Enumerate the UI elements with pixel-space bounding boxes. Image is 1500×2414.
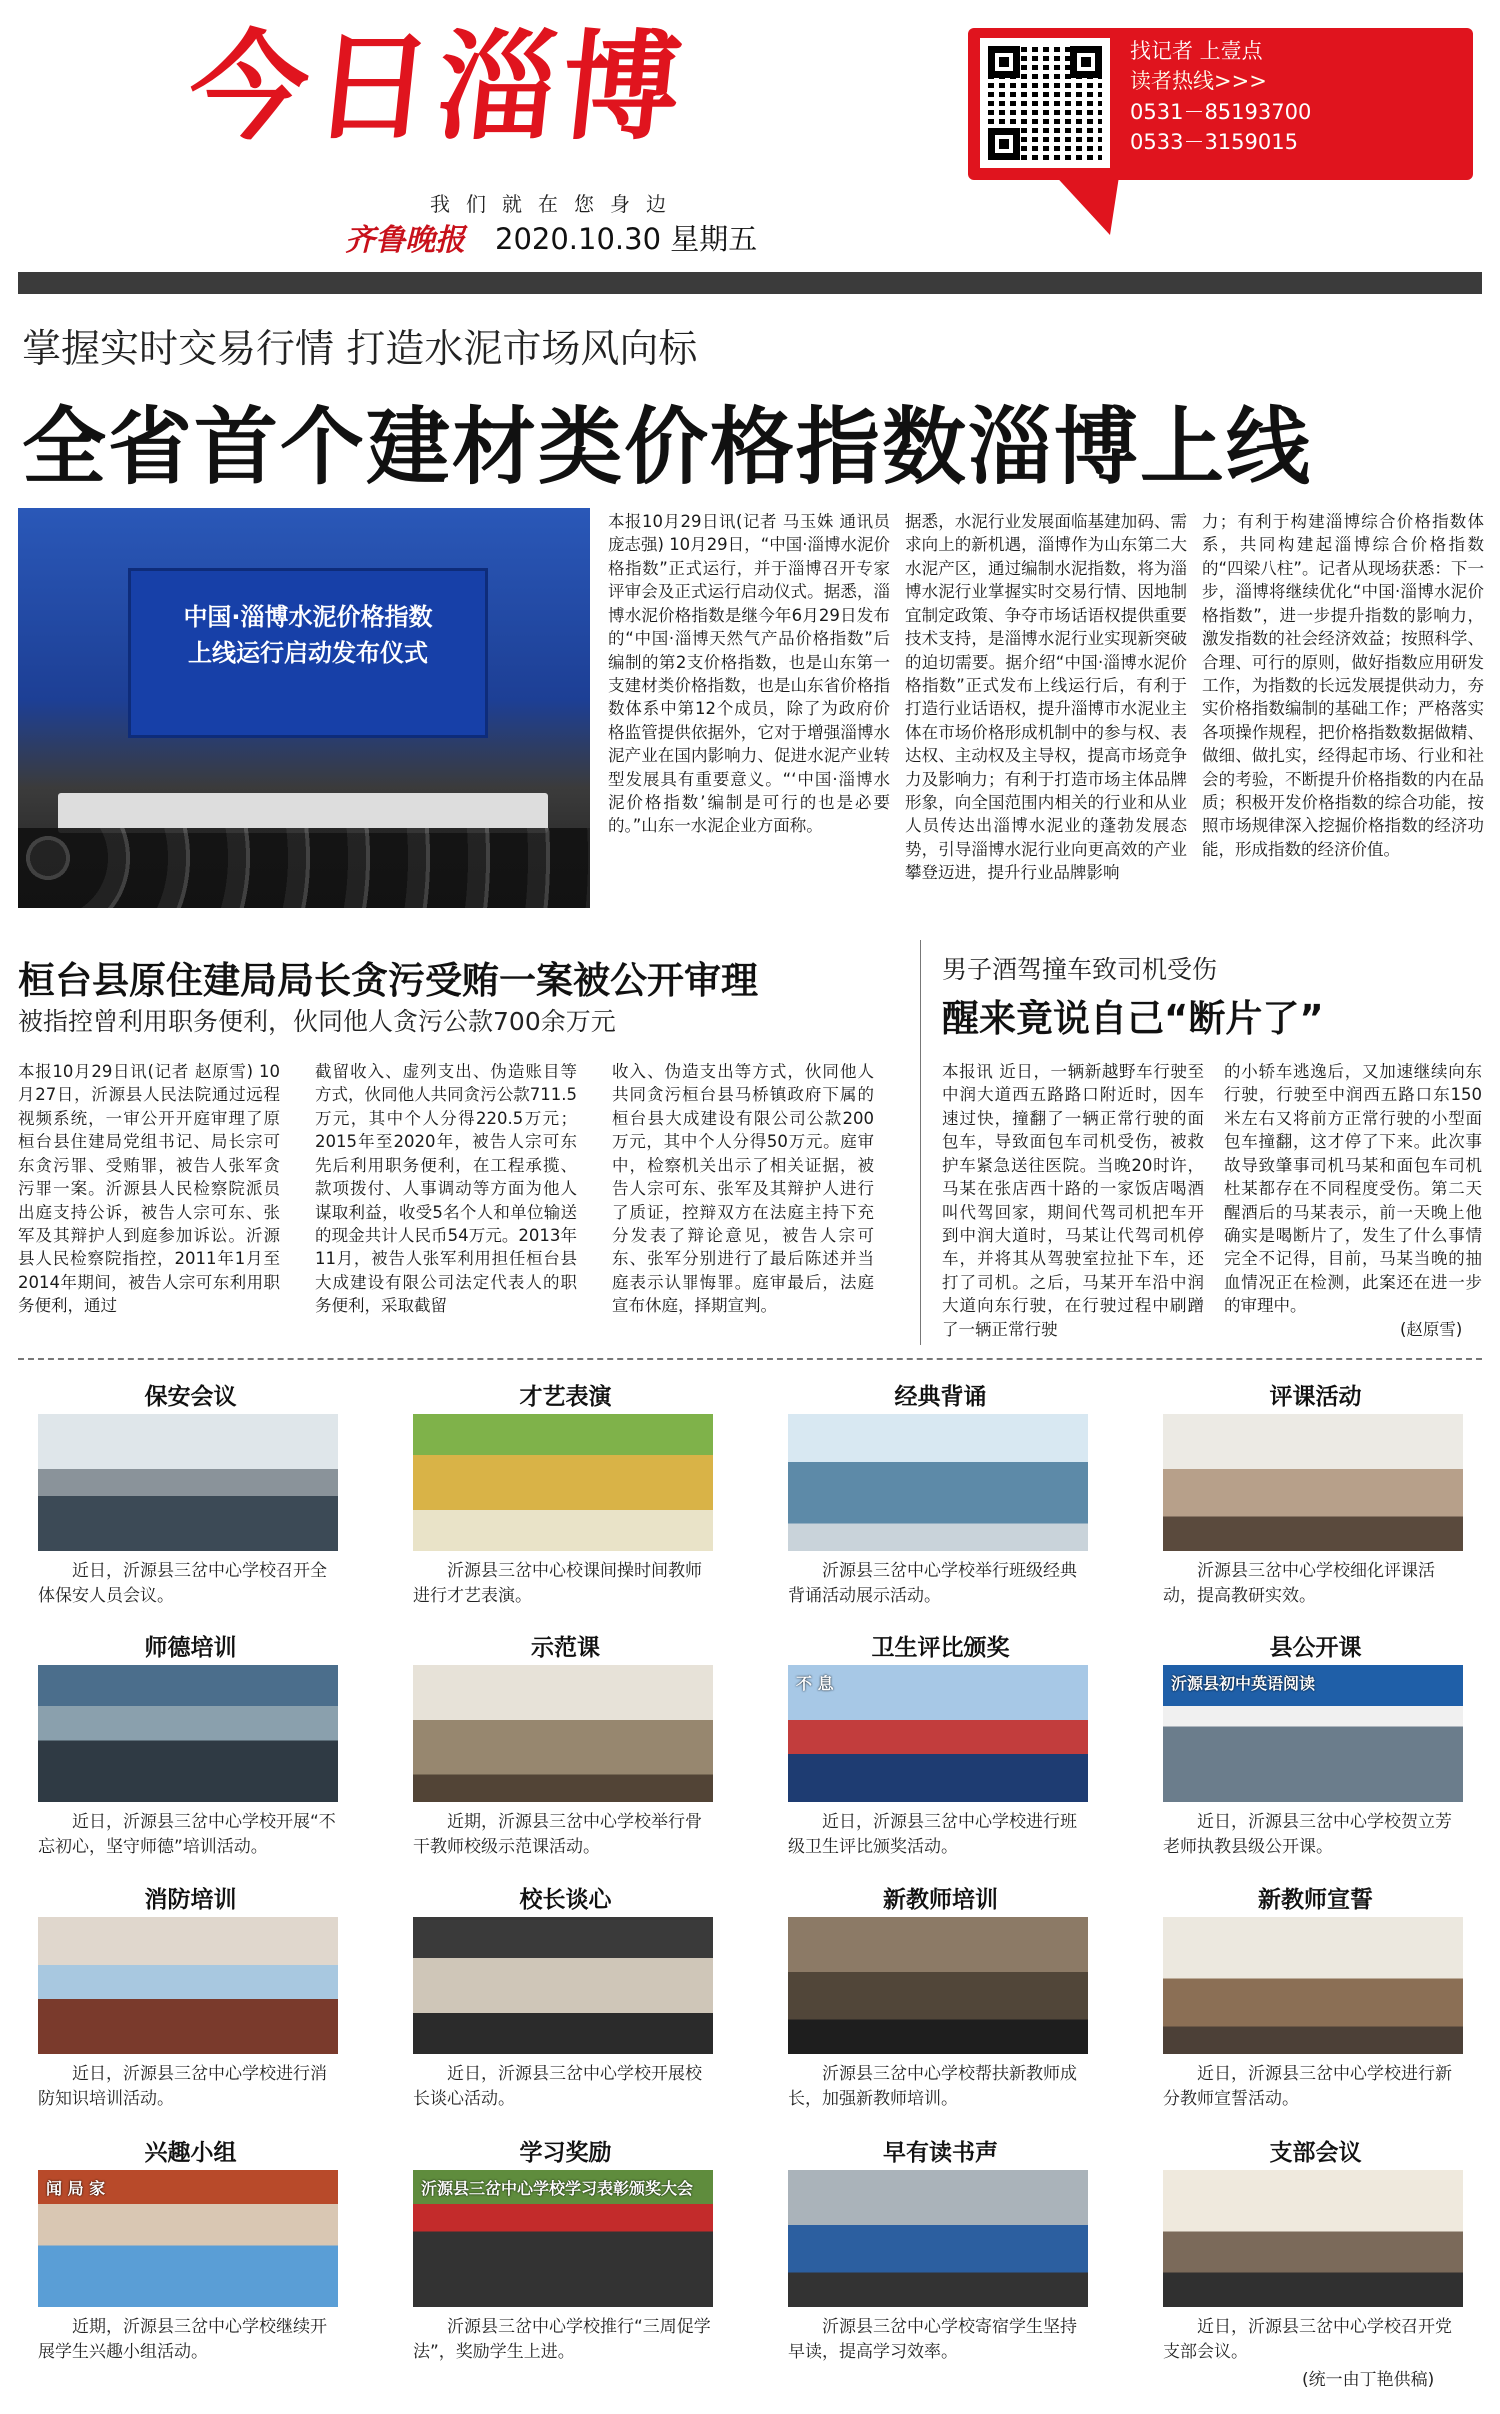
photo-cell-caption: 近日，沂源县三岔中心学校进行消防知识培训活动。 xyxy=(38,2064,327,2109)
photo-cell-title: 早有读书声 xyxy=(883,2140,998,2166)
photo-cell-caption: 近日，沂源县三岔中心学校召开党支部会议。 xyxy=(1163,2317,1452,2362)
photo-cell-title: 保安会议 xyxy=(144,1384,237,1410)
photo-cell-title: 经典背诵 xyxy=(894,1384,987,1410)
photo-cell-title: 校长谈心 xyxy=(519,1887,612,1913)
phone-2: 0533－3159015 xyxy=(1130,130,1298,155)
photo-cell xyxy=(1143,1631,1488,1859)
contact-line2: 读者热线>>> xyxy=(1130,69,1267,94)
column-divider xyxy=(920,940,921,1345)
qr-code-icon[interactable] xyxy=(980,38,1110,168)
story3-col-1: 本报讯 近日，一辆新越野车行驶至中润大道西五路路口附近时，因车速过快，撞翻了一辆正常行驶的面包车，导致面包车司机受伤，被救护车紧急送往医院。当晚20时许，马某在张店西十路的一家饭店喝酒叫代驾回家，期间代驾司机把车开到中润大道时，马某让代驾司机停车，并将其从驾驶室拉扯下车，还打了司机。之后，马某开车沿中润大道向东行驶，在行驶过程中刷蹭了一辆正常行驶 xyxy=(942,1062,1204,1339)
photo-cell-caption: 近日，沂源县三岔中心学校进行班级卫生评比颁奖活动。 xyxy=(788,1812,1077,1857)
photo-cell-caption: 近日，沂源县三岔中心学校进行新分教师宣誓活动。 xyxy=(1163,2064,1452,2109)
photo-cell-caption: 沂源县三岔中心学校推行“三周促学法”，奖励学生上进。 xyxy=(413,2317,711,2362)
screen-line2: 上线运行启动发布仪式 xyxy=(188,639,428,667)
photo-cell-caption: 沂源县三岔中心学校细化评课活动，提高教研实效。 xyxy=(1163,1561,1435,1606)
story2-col-1: 本报10月29日讯(记者 赵原雪) 10月27日，沂源县人民法院通过远程视频系统，一审公开开庭审理了原桓台县住建局党组书记、局长宗可东贪污罪、受贿罪，被告人张军贪污罪一案。沂源县人民检察院派员出庭支持公诉，被告人宗可东、张军及其辩护人到庭参加诉讼。沂源县人民检察院指控，2011年1月至2014年期间，被告人宗可东利用职务便利，通过 xyxy=(18,1062,280,1316)
phone-1: 0531－85193700 xyxy=(1130,99,1312,124)
photo-cell-title: 才艺表演 xyxy=(519,1384,612,1410)
stage-screen xyxy=(128,568,488,738)
photo-cell-caption: 近日，沂源县三岔中心学校开展校长谈心活动。 xyxy=(413,2064,702,2109)
lead-photo xyxy=(18,508,590,908)
photo-cell-caption: 沂源县三岔中心学校举行班级经典背诵活动展示活动。 xyxy=(788,1561,1077,1606)
photo-cell-image xyxy=(413,1917,713,2054)
issue-date: 2020.10.30 星期五 xyxy=(495,222,758,256)
photo-cell xyxy=(393,1631,738,1859)
photo-cell xyxy=(1143,1883,1488,2111)
photo-cell-image xyxy=(38,1414,338,1551)
photo-cell-caption: 沂源县三岔中心学校帮扶新教师成长，加强新教师培训。 xyxy=(788,2064,1077,2109)
photo-sign-text: 沂源县三岔中心学校学习表彰颁奖大会 xyxy=(421,2179,694,2198)
photo-cell-image xyxy=(413,1414,713,1551)
photo-cell xyxy=(768,1883,1113,2111)
photo-cell-caption: 沂源县三岔中心学校寄宿学生坚持早读，提高学习效率。 xyxy=(788,2317,1077,2362)
press-name: 齐鲁晚报 xyxy=(345,223,465,258)
photo-cell-image xyxy=(1163,1917,1463,2054)
contact-text xyxy=(1130,36,1311,158)
photo-cell xyxy=(18,1631,363,1859)
story3-headline: 醒来竟说自己“断片了” xyxy=(942,997,1324,1040)
photo-cell-image xyxy=(38,2170,338,2307)
story2-col-2: 截留收入、虚列支出、伪造账目等方式，伙同他人共同贪污公款711.5万元，其中个人分得220.5万元；2015年至2020年，被告人宗可东先后利用职务便利，在工程承揽、款项拨付、人事调动等方面为他人谋取利益，收受5名个人和单位输送的现金共计人民币54万元。2013年11月，被告人张军利用担任桓台县大成建设有限公司法定代表人的职务便利，采取截留 xyxy=(315,1062,577,1316)
photo-cell-image xyxy=(788,2170,1088,2307)
contact-box xyxy=(968,28,1473,180)
story3-byline: (赵原雪) xyxy=(1400,1320,1463,1339)
photo-sign-text: 闻 局 家 xyxy=(46,2179,106,2198)
photo-cell xyxy=(18,1883,363,2111)
photo-cell-image xyxy=(1163,1665,1463,1802)
photo-cell-caption: 沂源县三岔中心校课间操时间教师进行才艺表演。 xyxy=(413,1561,702,1606)
photo-cell-image xyxy=(413,1665,713,1802)
photo-credit: (统一由丁艳供稿) xyxy=(1302,2370,1435,2390)
header-divider xyxy=(18,272,1482,294)
newspaper-title: 今日淄博 xyxy=(182,18,694,156)
lead-headline: 全省首个建材类价格指数淄博上线 xyxy=(22,398,1313,496)
photo-cell-image xyxy=(38,1665,338,1802)
photo-cell-image xyxy=(38,1917,338,2054)
photo-cell-image xyxy=(1163,1414,1463,1551)
photo-cell-title: 兴趣小组 xyxy=(144,2140,237,2166)
story2-col-3: 收入、伪造支出等方式，伙同他人共同贪污桓台县马桥镇政府下属的桓台县大成建设有限公司公款200万元，其中个人分得50万元。庭审中，检察机关出示了相关证据，被告人宗可东、张军及其辩护人进行了质证，控辩双方在法庭主持下充分发表了辩论意见，被告人宗可东、张军分别进行了最后陈述并当庭表示认罪悔罪。庭审最后，法庭宣布休庭，择期宣判。 xyxy=(612,1062,874,1316)
photo-cell xyxy=(393,1380,738,1608)
photo-cell-caption: 近期，沂源县三岔中心学校举行骨干教师校级示范课活动。 xyxy=(413,1812,702,1857)
photo-cell-title: 评课活动 xyxy=(1269,1384,1362,1410)
story2-subhead: 被指控曾利用职务便利，伙同他人贪污公款700余万元 xyxy=(18,1007,616,1036)
photo-cell xyxy=(393,1883,738,2111)
photo-cell xyxy=(768,1380,1113,1608)
photo-cell xyxy=(768,2136,1113,2364)
photo-cell-title: 新教师宣誓 xyxy=(1258,1887,1373,1913)
story2-headline: 桓台县原住建局局长贪污受贿一案被公开审理 xyxy=(18,959,758,1002)
lead-kicker: 掌握实时交易行情 打造水泥市场风向标 xyxy=(22,327,698,372)
photo-cell-image xyxy=(413,2170,713,2307)
photo-cell-image xyxy=(788,1917,1088,2054)
photo-cell xyxy=(393,2136,738,2364)
photo-cell-title: 学习奖励 xyxy=(519,2140,612,2166)
story3-kicker: 男子酒驾撞车致司机受伤 xyxy=(942,955,1218,984)
photo-cell-image xyxy=(1163,2170,1463,2307)
story3-col-2: 的小轿车逃逸后，又加速继续向东行驶，行驶至中润西五路口东150米左右又将前方正常行驶的小型面包车撞翻，这才停了下来。此次事故导致肇事司机马某和面包车司机杜某都存在不同程度受伤。第二天醒酒后的马某表示，前一天晚上他确实是喝断片了，发生了什么事情完全不记得，目前，马某当晚的抽血情况正在检测，此案还在进一步的审理中。 xyxy=(1224,1062,1482,1316)
lead-col-1: 本报10月29日讯(记者 马玉姝 通讯员 庞志强) 10月29日，“中国·淄博水泥价格指数”正式运行，并于淄博召开专家评审会及正式运行启动仪式。据悉，淄博水泥价格指数是继今年6月29日发布的“中国·淄博天然气产品价格指数”后编制的第2支价格指数，也是山东第一支建材类价格指数，也是山东省价格指数体系中第12个成员，除了为政府价格监管提供依据外，它对于增强淄博水泥产业在国内影响力、促进水泥产业转型发展具有重要意义。“‘中国·淄博水泥价格指数’编制是可行的也是必要的。”山东一水泥企业方面称。 xyxy=(608,512,890,836)
screen-line1: 中国·淄博水泥价格指数 xyxy=(183,603,433,631)
photo-cell-image xyxy=(788,1665,1088,1802)
photo-cell-image xyxy=(788,1414,1088,1551)
photo-cell xyxy=(768,1631,1113,1859)
photo-sign-text: 沂源县初中英语阅读 xyxy=(1171,1674,1316,1693)
photo-cell-title: 消防培训 xyxy=(144,1887,237,1913)
photo-cell-title: 支部会议 xyxy=(1269,2140,1362,2166)
lead-col-2: 据悉，水泥行业发展面临基建加码、需求向上的新机遇，淄博作为山东第二大水泥产区，通过编制水泥指数，将为淄博水泥行业掌握实时交易行情、因地制宜制定政策、争夺市场话语权提供重要技术支持，是淄博水泥行业实现新突破的迫切需要。据介绍“中国·淄博水泥价格指数”正式发布上线运行后，有利于打造行业话语权，提升淄博市水泥业主体在市场价格形成机制中的参与权、表达权、主动权及主导权，提高市场竞争力及影响力；有利于打造市场主体品牌形象，向全国范围内相关的行业和从业人员传达出淄博水泥业的蓬勃发展态势，引导淄博水泥行业向更高效的产业攀登迈进，提升行业品牌影响 xyxy=(905,512,1187,883)
section-divider xyxy=(18,1358,1482,1360)
photo-cell-title: 县公开课 xyxy=(1269,1635,1362,1661)
photo-cell-title: 新教师培训 xyxy=(883,1887,998,1913)
photo-cell-caption: 近日，沂源县三岔中心学校召开全体保安人员会议。 xyxy=(38,1561,327,1606)
masthead xyxy=(0,0,1500,275)
photo-cell-title: 示范课 xyxy=(531,1635,600,1661)
slogan: 我们就在您身边 xyxy=(430,192,682,216)
stage-table xyxy=(58,793,548,833)
photo-cell xyxy=(1143,2136,1488,2364)
photo-cell-title: 卫生评比颁奖 xyxy=(871,1635,1010,1661)
lead-col-3: 力；有利于构建淄博综合价格指数体系，共同构建起淄博综合价格指数的“四梁八柱”。记者从现场获悉：下一步，淄博将继续优化“中国·淄博水泥价格指数”，进一步提升指数的影响力，激发指数的社会经济效益；按照科学、合理、可行的原则，做好指数应用研发工作，为指数的长远发展提供动力，夯实价格指数编制的基础工作；严格落实各项操作规程，把价格指数数据做精、做细、做扎实，经得起市场、行业和社会的考验，不断提升价格指数的内在品质；积极开发价格指数的综合功能，按照市场规律深入挖掘价格指数的经济功能，形成指数的经济价值。 xyxy=(1202,512,1484,859)
photo-cell-title: 师德培训 xyxy=(144,1635,237,1661)
photo-cell xyxy=(18,1380,363,1608)
contact-line1: 找记者 上壹点 xyxy=(1130,39,1263,63)
photo-sign-text: 不 息 xyxy=(796,1674,834,1693)
audience xyxy=(18,828,590,908)
photo-cell-caption: 近日，沂源县三岔中心学校贺立芳老师执教县级公开课。 xyxy=(1163,1812,1452,1857)
photo-cell-caption: 近期，沂源县三岔中心学校继续开展学生兴趣小组活动。 xyxy=(38,2317,327,2362)
photo-cell xyxy=(1143,1380,1488,1608)
photo-cell-caption: 近日，沂源县三岔中心学校开展“不忘初心，坚守师德”培训活动。 xyxy=(38,1812,336,1857)
photo-cell xyxy=(18,2136,363,2364)
